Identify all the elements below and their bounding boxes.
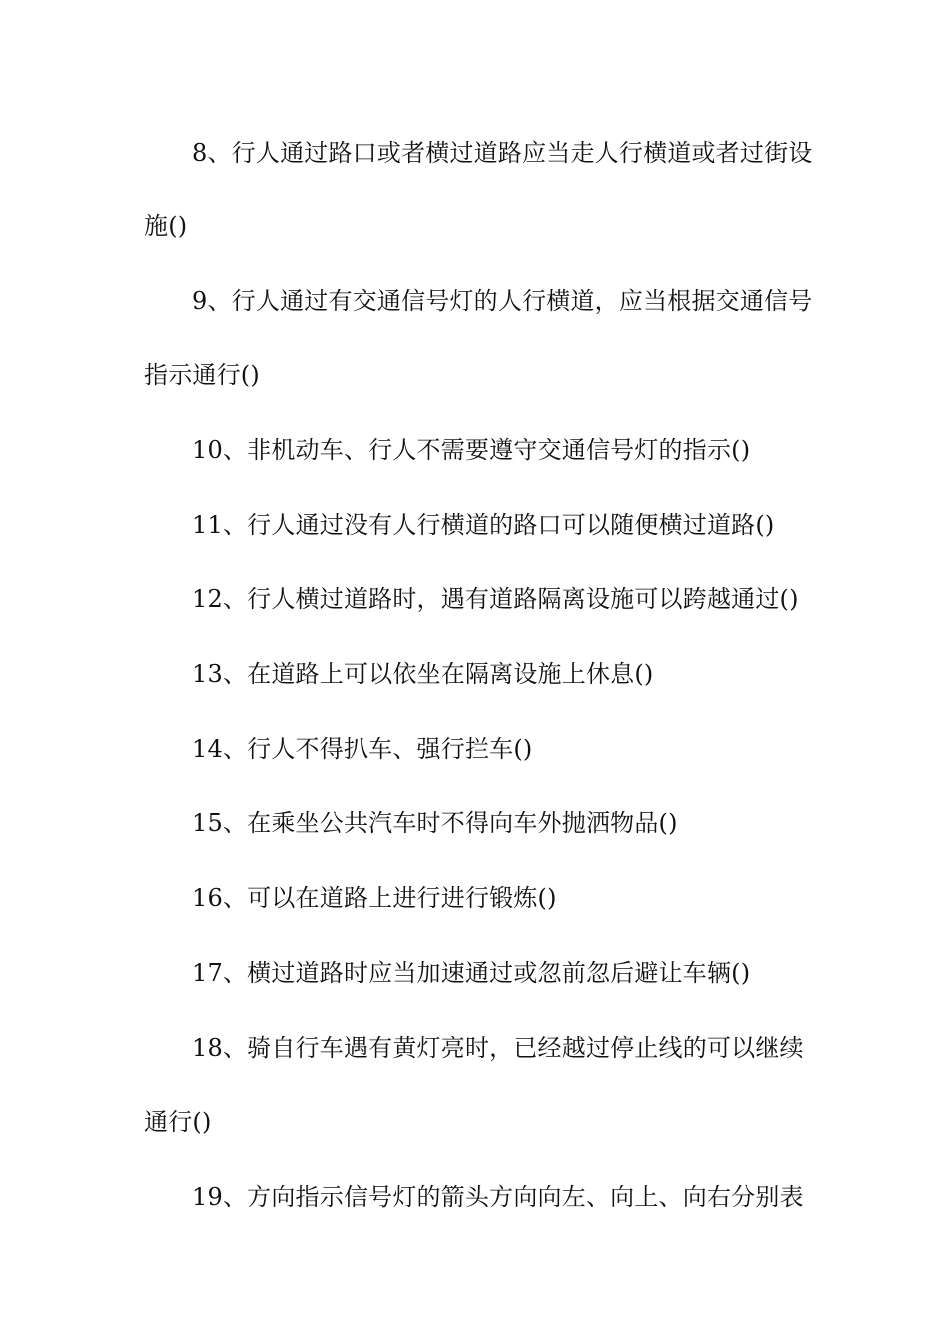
question-8-line-2: 施() [144,212,188,240]
question-17: 17、横过道路时应当加速通过或忽前忽后避让车辆() [192,959,751,987]
question-18-line-1: 18、骑自行车遇有黄灯亮时，已经越过停止线的可以继续 [192,1034,804,1062]
question-11: 11、行人通过没有人行横道的路口可以随便横过道路() [192,511,775,539]
question-8-line-1: 8、行人通过路口或者横过道路应当走人行横道或者过街设 [192,139,813,167]
question-9-line-1: 9、行人通过有交通信号灯的人行横道，应当根据交通信号 [192,287,813,315]
question-14: 14、行人不得扒车、强行拦车() [192,735,533,763]
question-18-line-2: 通行() [144,1108,212,1136]
question-13: 13、在道路上可以依坐在隔离设施上休息() [192,660,654,688]
question-16: 16、可以在道路上进行进行锻炼() [192,884,557,912]
question-12: 12、行人横过道路时，遇有道路隔离设施可以跨越通过() [192,585,799,613]
question-15: 15、在乘坐公共汽车时不得向车外抛洒物品() [192,809,678,837]
question-9-line-2: 指示通行() [144,361,260,389]
question-19-line-1: 19、方向指示信号灯的箭头方向向左、向上、向右分别表 [192,1183,804,1211]
question-10: 10、非机动车、行人不需要遵守交通信号灯的指示() [192,436,751,464]
